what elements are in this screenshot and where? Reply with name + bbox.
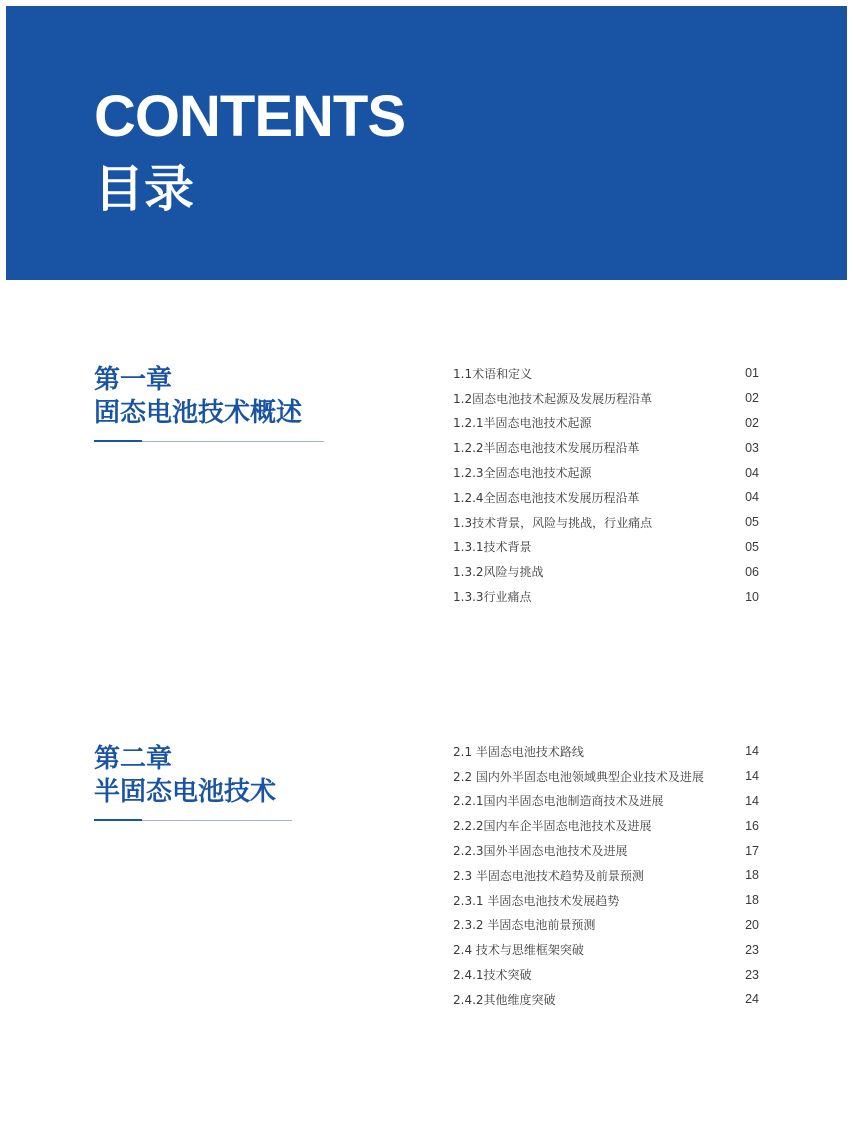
toc-entry-label: 2.3.1 半固态电池技术发展趋势 — [453, 893, 620, 908]
toc-entry-label: 1.2固态电池技术起源及发展历程沿革 — [453, 391, 653, 406]
toc-entry-label: 2.2.3国外半固态电池技术及进展 — [453, 844, 628, 859]
toc-entry-label: 1.2.2半固态电池技术发展历程沿革 — [453, 441, 640, 456]
toc-entry[interactable] — [453, 361, 759, 386]
chapter-2-underline — [94, 819, 276, 821]
toc-entry[interactable] — [453, 535, 759, 560]
toc-entry-page: 23 — [745, 967, 759, 982]
toc-entry-label: 1.3.3行业痛点 — [453, 590, 532, 605]
chapter-1-heading — [94, 364, 302, 442]
toc-entry-label: 1.2.1半固态电池技术起源 — [453, 416, 592, 431]
toc-entry[interactable] — [453, 460, 759, 485]
toc-entry[interactable] — [453, 838, 759, 863]
toc-entry-label: 1.2.4全固态电池技术发展历程沿革 — [453, 490, 640, 505]
toc-entry[interactable] — [453, 863, 759, 888]
toc-entry-label: 2.4 技术与思维框架突破 — [453, 943, 584, 958]
toc-entry-label: 1.1术语和定义 — [453, 366, 533, 381]
chapter-2-title: 半固态电池技术 — [94, 777, 277, 807]
toc-entry-page: 23 — [745, 942, 759, 957]
toc-entry-page: 14 — [745, 769, 759, 784]
toc-entry[interactable] — [453, 764, 759, 789]
contents-title-cn: 目录 — [94, 160, 194, 218]
toc-entry-page: 04 — [745, 490, 759, 505]
toc-entry-label: 1.3.1技术背景 — [453, 540, 532, 555]
chapter-2-toc — [453, 739, 759, 1012]
toc-entry-page: 03 — [745, 440, 759, 455]
toc-entry-label: 2.4.2其他维度突破 — [453, 992, 556, 1007]
toc-entry-page: 06 — [745, 564, 759, 579]
chapter-1-title: 固态电池技术概述 — [94, 398, 303, 428]
toc-entry[interactable] — [453, 510, 759, 535]
toc-entry-label: 2.2.2国内车企半固态电池技术及进展 — [453, 819, 652, 834]
toc-entry[interactable] — [453, 386, 759, 411]
toc-entry-page: 10 — [745, 589, 759, 604]
toc-entry-page: 05 — [745, 515, 759, 530]
toc-entry[interactable] — [453, 485, 759, 510]
toc-entry[interactable] — [453, 411, 759, 436]
toc-entry[interactable] — [453, 739, 759, 764]
toc-entry[interactable] — [453, 584, 759, 609]
toc-entry-label: 2.2.1国内半固态电池制造商技术及进展 — [453, 794, 664, 809]
toc-entry-label: 1.3.2风险与挑战 — [453, 565, 544, 580]
toc-entry-page: 20 — [745, 917, 759, 932]
chapter-2-number: 第二章 — [94, 744, 173, 774]
toc-entry-page: 02 — [745, 391, 759, 406]
toc-entry[interactable] — [453, 913, 759, 938]
toc-entry-label: 2.3 半固态电池技术趋势及前景预测 — [453, 868, 644, 883]
toc-entry-page: 16 — [745, 818, 759, 833]
toc-entry[interactable] — [453, 987, 759, 1012]
toc-entry-page: 01 — [745, 366, 759, 381]
chapter-1-toc — [453, 361, 759, 609]
toc-entry-label: 2.4.1技术突破 — [453, 968, 532, 983]
toc-entry[interactable] — [453, 962, 759, 987]
toc-entry-label: 2.3.2 半固态电池前景预测 — [453, 918, 596, 933]
toc-entry-page: 24 — [745, 992, 759, 1007]
chapter-1-number: 第一章 — [94, 365, 173, 395]
toc-entry[interactable] — [453, 813, 759, 838]
toc-entry-page: 18 — [745, 868, 759, 883]
toc-entry-label: 2.2 国内外半固态电池领域典型企业技术及进展 — [453, 769, 704, 784]
toc-entry-page: 18 — [745, 893, 759, 908]
toc-entry[interactable] — [453, 789, 759, 814]
toc-entry-label: 2.1 半固态电池技术路线 — [453, 744, 584, 759]
contents-header-banner — [6, 6, 847, 280]
toc-entry-page: 17 — [745, 843, 759, 858]
chapter-2-heading — [94, 743, 276, 821]
chapter-1-underline — [94, 440, 302, 442]
toc-entry-label: 1.3技术背景，风险与挑战，行业痛点 — [453, 515, 653, 530]
toc-entry-page: 14 — [745, 793, 759, 808]
toc-entry-page: 04 — [745, 465, 759, 480]
toc-entry-label: 1.2.3全固态电池技术起源 — [453, 466, 592, 481]
toc-entry-page: 05 — [745, 539, 759, 554]
toc-entry[interactable] — [453, 888, 759, 913]
toc-entry-page: 14 — [745, 744, 759, 759]
contents-title-en: CONTENTS — [94, 84, 405, 149]
toc-entry-page: 02 — [745, 415, 759, 430]
toc-entry[interactable] — [453, 937, 759, 962]
toc-entry[interactable] — [453, 435, 759, 460]
toc-entry[interactable] — [453, 559, 759, 584]
